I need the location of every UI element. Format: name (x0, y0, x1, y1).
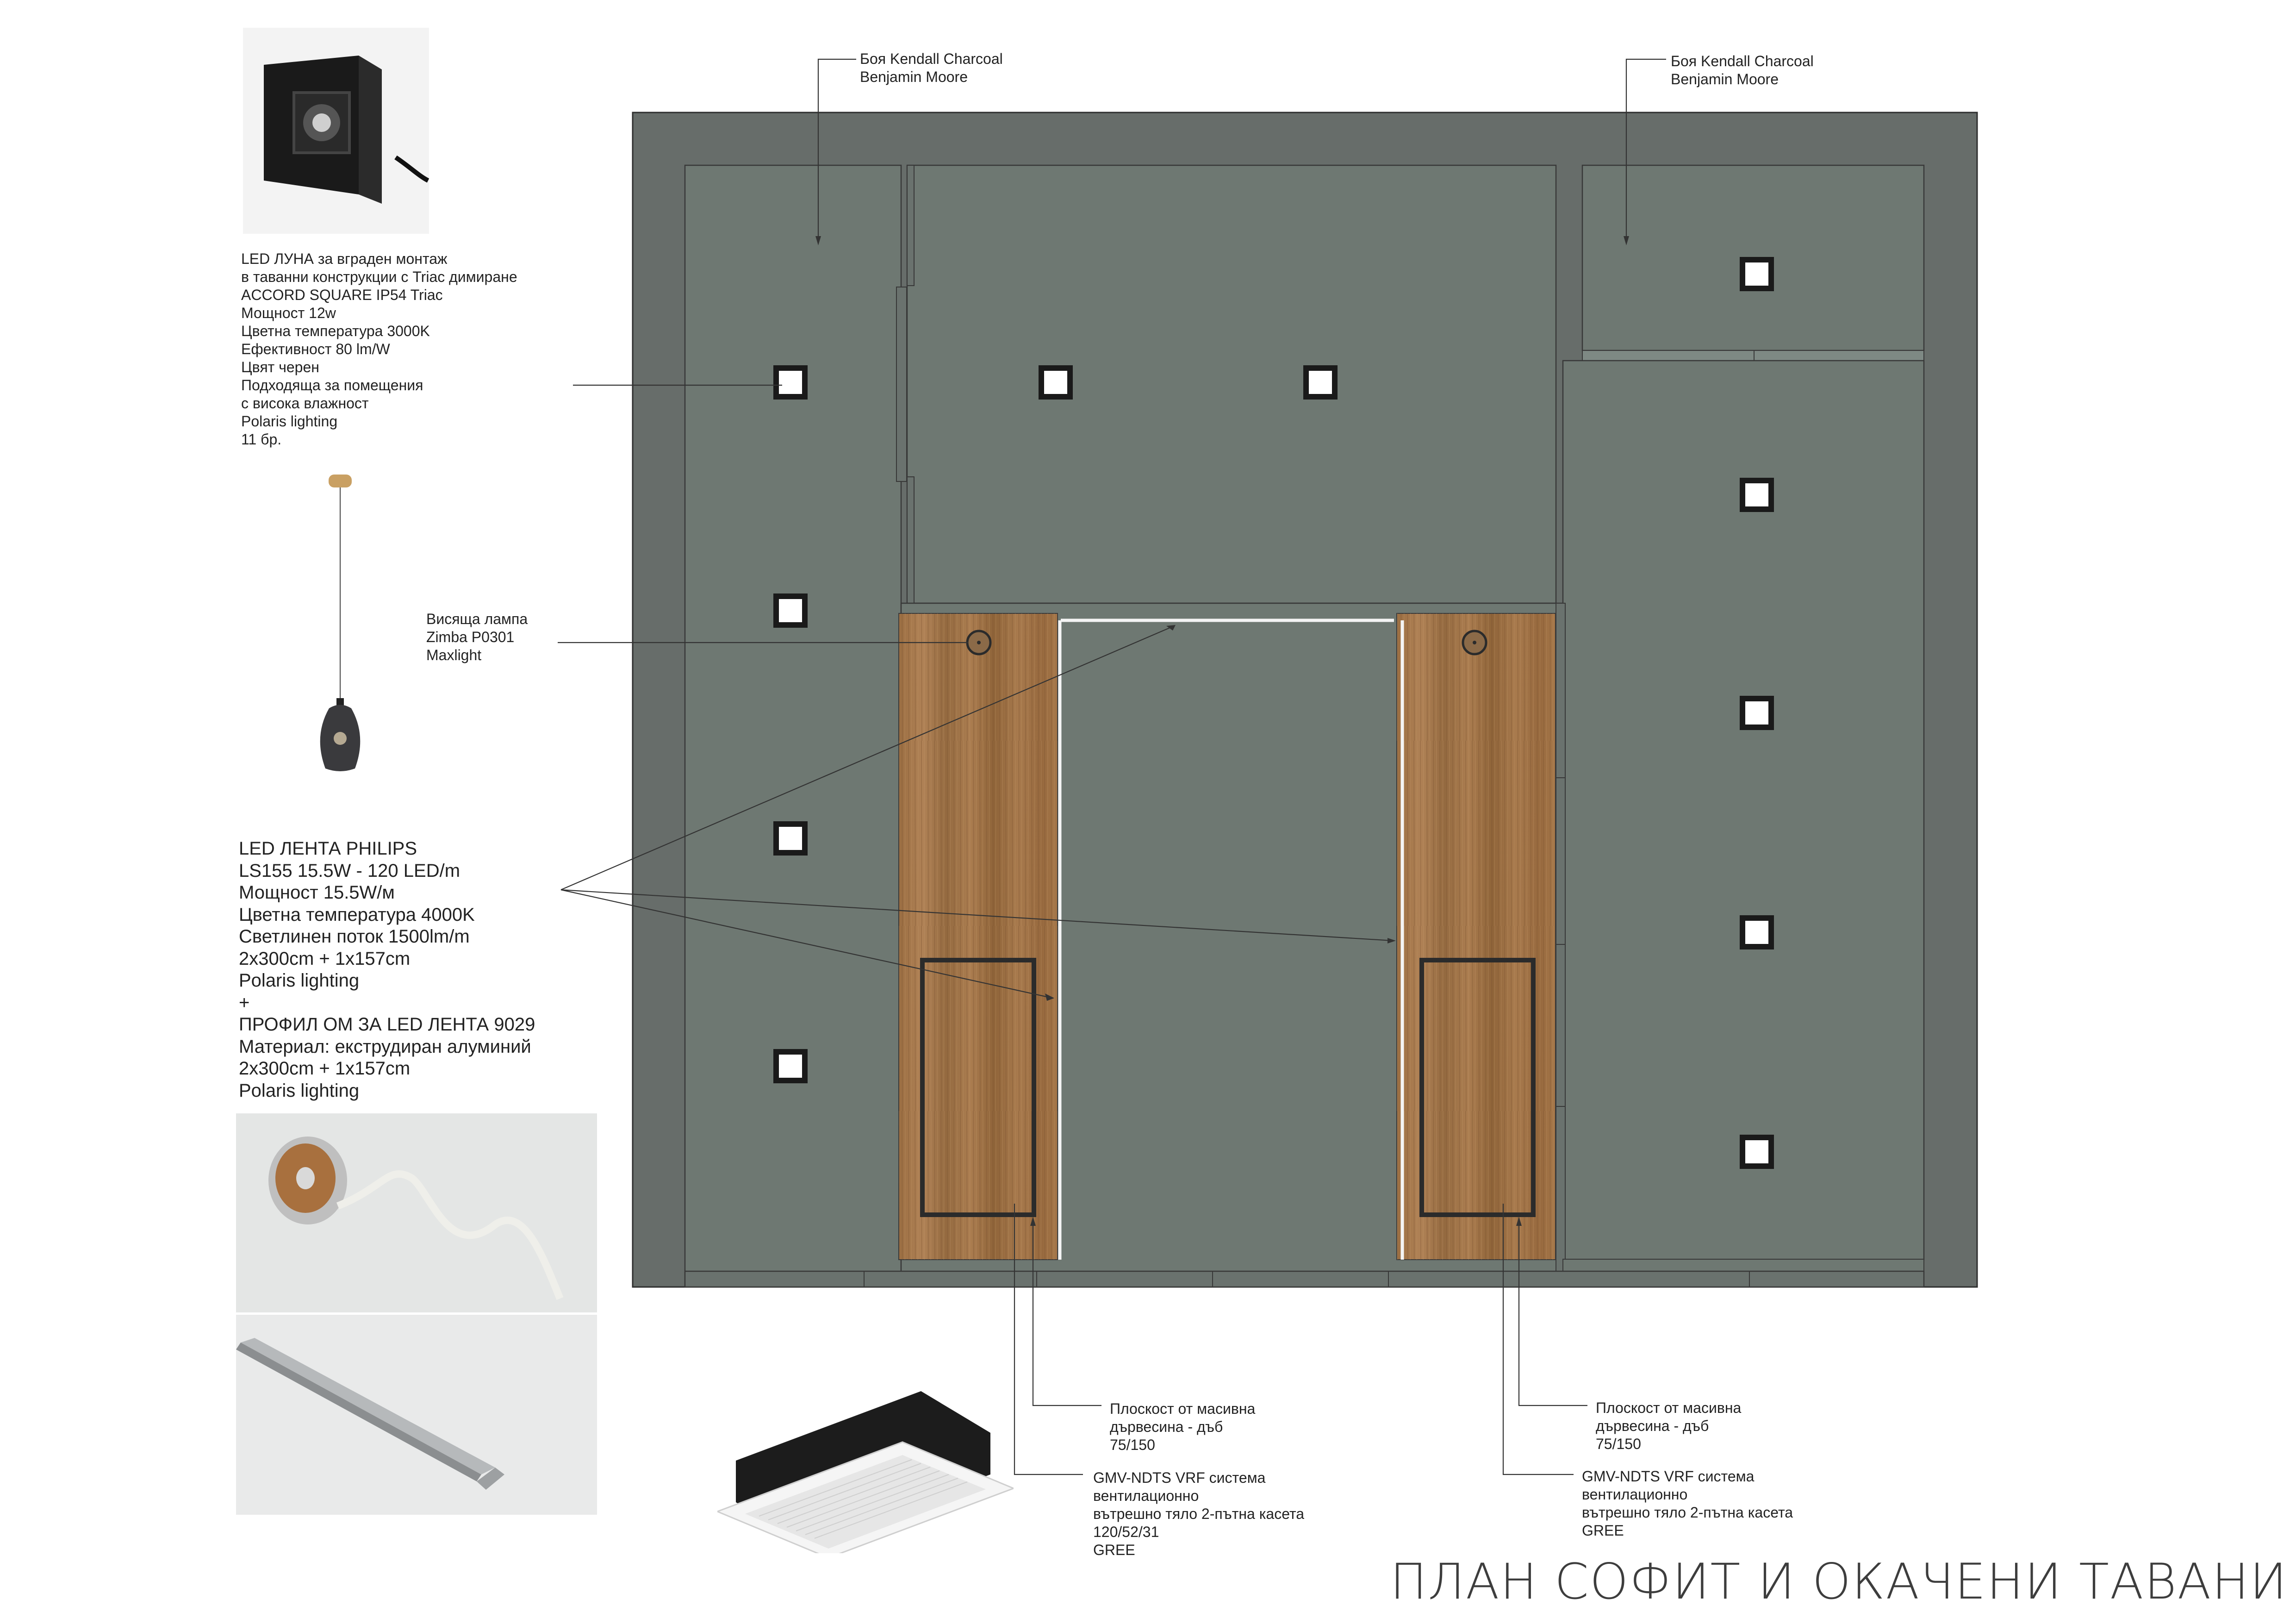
led-spot-note: LED ЛУНА за вграден монтаж в таванни конструкции с Triac димиране ACCORD SQUARE IP54 Triac Мощност 12w Цветна температура 3000K Ефективност 80 lm/W Цвят черен Подходяща за помещения с висока влажност Polaris lighting 11 бр. (241, 250, 517, 448)
wood-note-right: Плоскост от масивна дървесина - дъб 75/150 (1596, 1399, 1742, 1452)
led-strip-note: LED ЛЕНТА PHILIPS LS155 15.5W - 120 LED/m Мощност 15.5W/м Цветна температура 4000K Светлинен поток 1500lm/m 2x300cm + 1x157cm Polaris lighting + ПРОФИЛ OM ЗА LED ЛЕНТА 9029 Материал: екструдиран алуминий 2x300cm + 1x157cm Polaris lighting (239, 838, 535, 1101)
hvac-note-left: GMV-NDTS VRF система вентилационно вътрешно тяло 2-пътна касета 120/52/31 GREE (1093, 1469, 1305, 1558)
wood-note-left: Плоскост от масивна дървесина - дъб 75/150 (1110, 1400, 1256, 1453)
aluminium-profile-photo (236, 1315, 597, 1515)
pendant-lamp-photo (312, 468, 368, 773)
ceiling-panel-center-top (907, 165, 1556, 603)
cassette-ac-unit-photo (717, 1382, 1014, 1553)
paint-note-right: Боя Kendall Charcoal Benjamin Moore (1671, 53, 1814, 87)
square-downlight-photo (243, 28, 429, 234)
ceiling-panel-left (685, 165, 901, 1287)
pendant-note: Висяща лампа Zimba P0301 Maxlight (426, 611, 528, 663)
page-title: ПЛАН СОФИТ И ОКАЧЕНИ ТАВАНИ (1390, 1553, 2288, 1610)
led-strip-reel-photo (236, 1113, 597, 1312)
paint-note-left: Боя Kendall Charcoal Benjamin Moore (860, 50, 1003, 85)
hvac-note-right: GMV-NDTS VRF система вентилационно вътрешно тяло 2-пътна касета GREE (1582, 1468, 1793, 1539)
